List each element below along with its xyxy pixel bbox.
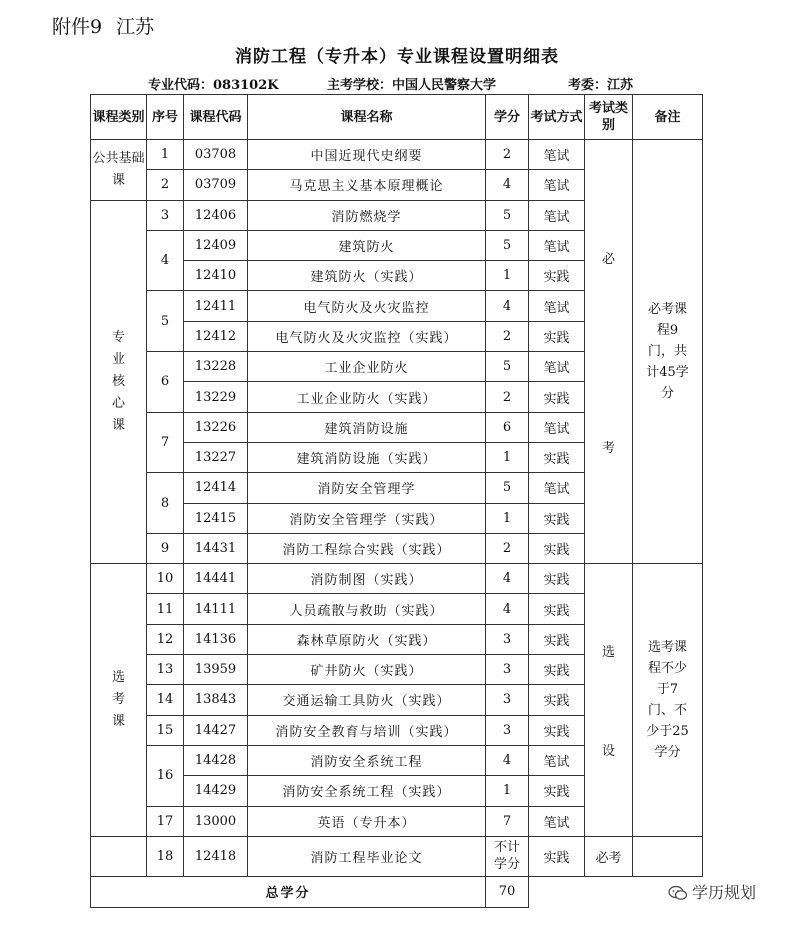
row-method: 笔试 [529,352,585,382]
header-exam-type: 考试类别 [585,95,633,140]
row-code: 14136 [184,624,248,654]
row-name: 消防安全教育与培训（实践） [248,715,486,745]
row-credit: 1 [486,503,529,533]
header-credit: 学分 [486,95,529,140]
row-method: 实践 [529,685,585,715]
row-number: 6 [147,352,184,413]
row-code: 14431 [184,533,248,563]
note-required-text: 必考课程9门，共计45学分 [646,302,689,402]
note-required [633,140,703,564]
row-number: 3 [147,200,184,230]
category-thesis-empty [91,836,147,876]
row-code: 14111 [184,594,248,624]
row-name: 建筑防火（实践） [248,261,486,291]
row-method: 实践 [529,624,585,654]
row-code: 13843 [184,685,248,715]
exam-type-required-bottom: 考 [601,440,615,456]
row-code: 14429 [184,776,248,806]
row-method: 笔试 [529,473,585,503]
header-number: 序号 [147,95,184,140]
row-code: 13228 [184,352,248,382]
exam-type-thesis: 必考 [585,836,633,876]
row-number: 9 [147,533,184,563]
row-method: 实践 [529,564,585,594]
row-method: 笔试 [529,140,585,170]
row-credit: 5 [486,473,529,503]
row-method: 实践 [529,776,585,806]
row-name: 消防安全管理学（实践） [248,503,486,533]
row-number: 4 [147,230,184,291]
row-number: 15 [147,715,184,745]
row-method: 笔试 [529,170,585,200]
row-method: 实践 [529,836,585,876]
row-credit: 6 [486,412,529,442]
row-name: 建筑消防设施 [248,412,486,442]
row-code: 12406 [184,200,248,230]
row-credit: 5 [486,230,529,260]
row-number: 12 [147,624,184,654]
header-code: 课程代码 [184,95,248,140]
exam-school: 主考学校：中国人民警察大学 [327,78,497,93]
row-name: 交通运输工具防火（实践） [248,685,486,715]
row-method: 实践 [529,261,585,291]
row-credit: 2 [486,321,529,351]
row-credit: 1 [486,442,529,472]
row-number: 2 [147,170,184,200]
category-core [91,200,147,564]
row-name: 英语（专升本） [248,806,486,836]
row-credit: 3 [486,715,529,745]
row-code: 03708 [184,140,248,170]
row-code: 12412 [184,321,248,351]
row-code: 03709 [184,170,248,200]
table-row [91,564,703,594]
category-elective [91,564,147,837]
note-thesis-empty [633,836,703,876]
row-credit: 4 [486,291,529,321]
row-name: 工业企业防火（实践） [248,382,486,412]
total-value: 70 [486,876,529,907]
page-title: 消防工程（专升本）专业课程设置明细表 [235,47,559,67]
row-number: 7 [147,412,184,473]
attachment-heading [52,12,168,39]
row-method: 笔试 [529,745,585,775]
row-code: 12418 [184,836,248,876]
row-number: 5 [147,291,184,352]
row-credit: 4 [486,564,529,594]
row-code: 13000 [184,806,248,836]
row-method: 笔试 [529,806,585,836]
row-name: 消防工程毕业论文 [248,836,486,876]
watermark [668,880,756,903]
row-credit: 7 [486,806,529,836]
watermark-text: 学历规划 [692,883,757,902]
row-name: 消防燃烧学 [248,200,486,230]
exam-type-required [585,140,633,564]
row-code: 13959 [184,655,248,685]
row-credit: 5 [486,200,529,230]
row-number: 1 [147,140,184,170]
row-credit: 1 [486,261,529,291]
row-number: 14 [147,685,184,715]
row-method: 实践 [529,503,585,533]
note-elective [633,564,703,837]
attachment-label: 附件9 [52,16,103,38]
row-method: 实践 [529,655,585,685]
header-category: 课程类别 [91,95,147,140]
row-code: 14427 [184,715,248,745]
row-name: 建筑防火 [248,230,486,260]
row-number: 8 [147,473,184,534]
row-code: 12410 [184,261,248,291]
row-code: 12411 [184,291,248,321]
row-code: 14428 [184,745,248,775]
row-code: 13229 [184,382,248,412]
category-elective-text: 选考课 [111,669,125,729]
total-label: 总学分 [91,876,486,907]
row-method: 笔试 [529,230,585,260]
attachment-province: 江苏 [116,16,155,38]
row-code: 14441 [184,564,248,594]
exam-type-required-top: 必 [601,251,615,267]
table-header-row [91,95,703,140]
row-code: 13226 [184,412,248,442]
row-code: 12414 [184,473,248,503]
row-number: 18 [147,836,184,876]
row-method: 实践 [529,442,585,472]
row-name: 消防工程综合实践（实践） [248,533,486,563]
row-credit: 3 [486,624,529,654]
row-method: 实践 [529,715,585,745]
row-name: 人员疏散与救助（实践） [248,594,486,624]
total-row [91,876,703,907]
row-name: 电气防火及火灾监控 [248,291,486,321]
row-credit: 1 [486,776,529,806]
row-code: 13227 [184,442,248,472]
header-name: 课程名称 [248,95,486,140]
row-method: 实践 [529,382,585,412]
row-name: 消防安全系统工程 [248,745,486,775]
row-credit: 4 [486,170,529,200]
row-number: 11 [147,594,184,624]
wechat-icon [668,885,688,901]
row-number: 10 [147,564,184,594]
row-credit: 4 [486,745,529,775]
row-credit: 4 [486,594,529,624]
row-name: 消防安全管理学 [248,473,486,503]
table-row [91,836,703,876]
category-public: 公共基础课 [91,140,147,201]
row-method: 笔试 [529,200,585,230]
row-credit: 2 [486,533,529,563]
row-code: 12409 [184,230,248,260]
header-note: 备注 [633,95,703,140]
row-method: 笔试 [529,412,585,442]
course-table [90,94,703,908]
row-credit: 2 [486,382,529,412]
note-elective-text: 选考课程不少于7门、不少于25学分 [646,639,689,760]
exam-type-elective-bottom: 设 [601,743,615,759]
row-method: 实践 [529,533,585,563]
row-name: 消防安全系统工程（实践） [248,776,486,806]
table-row [91,140,703,170]
row-method: 笔试 [529,291,585,321]
row-name: 中国近现代史纲要 [248,140,486,170]
row-credit: 5 [486,352,529,382]
row-name: 电气防火及火灾监控（实践） [248,321,486,351]
exam-committee: 考委：江苏 [568,78,634,93]
row-name: 工业企业防火 [248,352,486,382]
category-core-text: 专业核心课 [111,329,125,433]
row-credit: 3 [486,685,529,715]
row-name: 马克思主义基本原理概论 [248,170,486,200]
exam-type-elective [585,564,633,837]
row-number: 13 [147,655,184,685]
row-name: 建筑消防设施（实践） [248,442,486,472]
row-number: 17 [147,806,184,836]
row-credit: 3 [486,655,529,685]
exam-type-elective-top: 选 [601,644,615,660]
row-name: 消防制图（实践） [248,564,486,594]
row-name: 森林草原防火（实践） [248,624,486,654]
row-credit [486,836,529,876]
row-number: 16 [147,745,184,806]
row-name: 矿井防火（实践） [248,655,486,685]
row-code: 12415 [184,503,248,533]
row-credit-text: 不计学分 [493,840,520,873]
header-method: 考试方式 [529,95,585,140]
major-code: 专业代码：083102K [148,78,279,93]
row-credit: 2 [486,140,529,170]
row-method: 实践 [529,594,585,624]
row-method: 实践 [529,321,585,351]
